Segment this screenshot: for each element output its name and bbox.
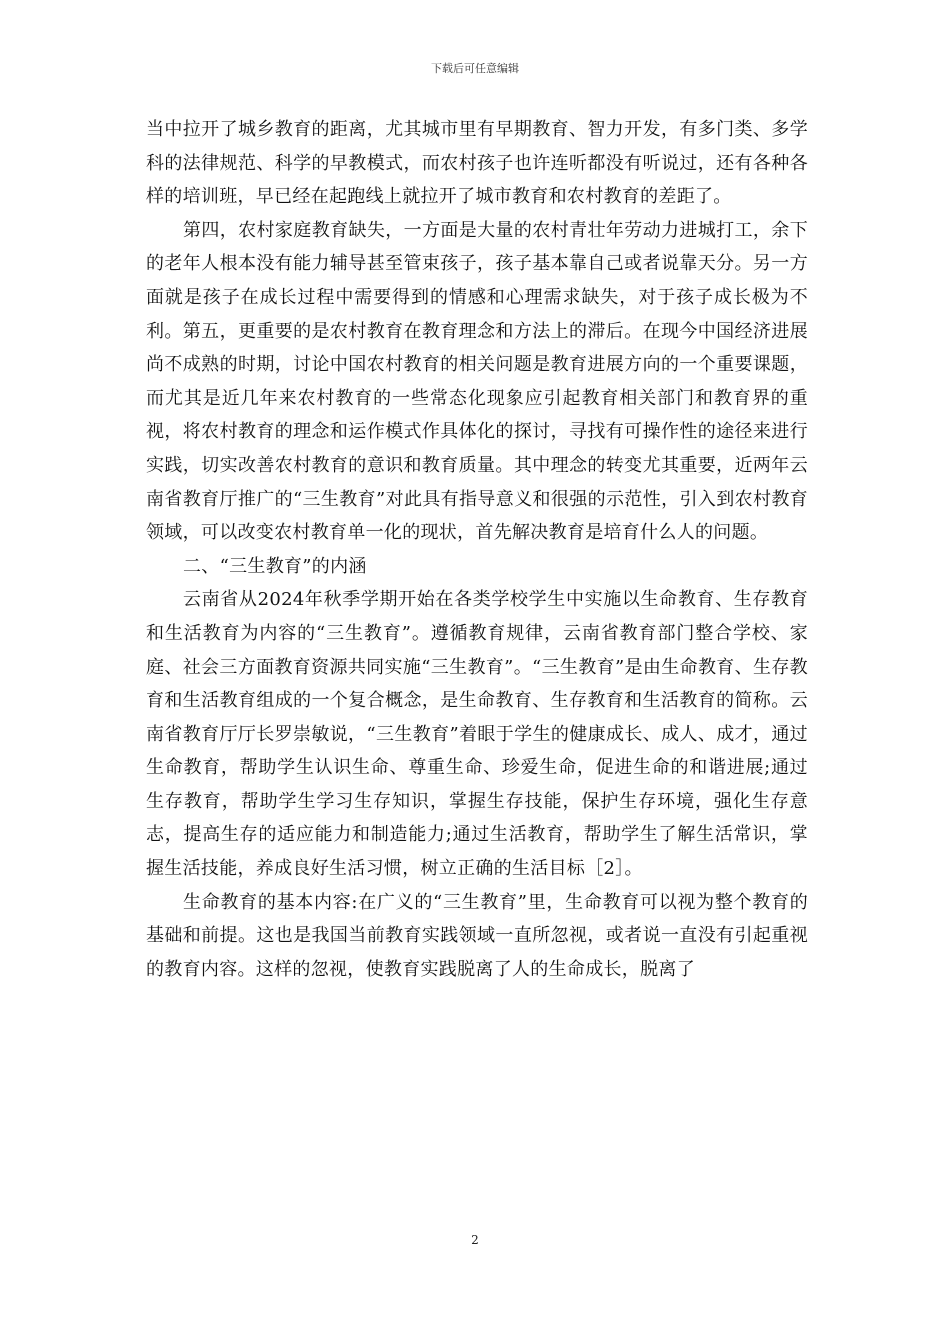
section-heading: 二、“三生教育”的内涵 bbox=[183, 555, 367, 577]
page-header: 下载后可任意编辑 bbox=[431, 62, 519, 75]
page-number: 2 bbox=[471, 1233, 479, 1247]
paragraph-fourth-point: 第四，农村家庭教育缺失，一方面是大量的农村青壮年劳动力进城打工，余下的老年人根本没有能力辅导甚至管束孩子，孩子基本靠自己或者说靠天分。另一方面就是孩子在成长过程中需要得到的情感和心理需求缺失，对于孩子成长极为不利。第五，更重要的是农村教育在教育理念和方法上的滞后。在现今中国经济进展尚不成熟的时期，讨论中国农村教育的相关问题是教育进展方向的一个重要课题，而尤其是近几年来农村教育的一些常态化现象应引起教育相关部门和教育界的重视，将农村教育的理念和运作模式作具体化的探讨，寻找有可操作性的途径来进行实践，切实改善农村教育的意识和教育质量。其中理念的转变尤其重要，近两年云南省教育厅推广的“三生教育”对此具有指导意义和很强的示范性，引入到农村教育领域，可以改变农村教育单一化的现状，首先解决教育是培育什么人的问题。 bbox=[146, 219, 808, 544]
paragraph-three-education-intro: 云南省从2024年秋季学期开始在各类学校学生中实施以生命教育、生存教育和生活教育为内容的“三生教育”。遵循教育规律，云南省教育部门整合学校、家庭、社会三方面教育资源共同实施“三生教育”。“三生教育”是由生命教育、生存教育和生活教育组成的一个复合概念，是生命教育、生存教育和生活教育的简称。云南省教育厅厅长罗崇敏说，“三生教育”着眼于学生的健康成长、成人、成才，通过生命教育，帮助学生认识生命、尊重生命、珍爱生命，促进生命的和谐进展;通过生存教育，帮助学生学习生存知识，掌握生存技能，保护生存环境，强化生存意志，提高生存的适应能力和制造能力;通过生活教育，帮助学生了解生活常识，掌握生活技能，养成良好生活习惯，树立正确的生活目标［2］。 bbox=[146, 589, 808, 880]
document-body bbox=[146, 113, 808, 986]
paragraph-continued: 当中拉开了城乡教育的距离，尤其城市里有早期教育、智力开发，有多门类、多学科的法律规范、科学的早教模式，而农村孩子也许连听都没有听说过，还有各种各样的培训班，早已经在起跑线上就拉开了城市教育和农村教育的差距了。 bbox=[146, 119, 808, 208]
paragraph-life-education: 生命教育的基本内容:在广义的“三生教育”里，生命教育可以视为整个教育的基础和前提。这也是我国当前教育实践领域一直所忽视，或者说一直没有引起重视的教育内容。这样的忽视，使教育实践脱离了人的生命成长，脱离了 bbox=[146, 891, 808, 980]
